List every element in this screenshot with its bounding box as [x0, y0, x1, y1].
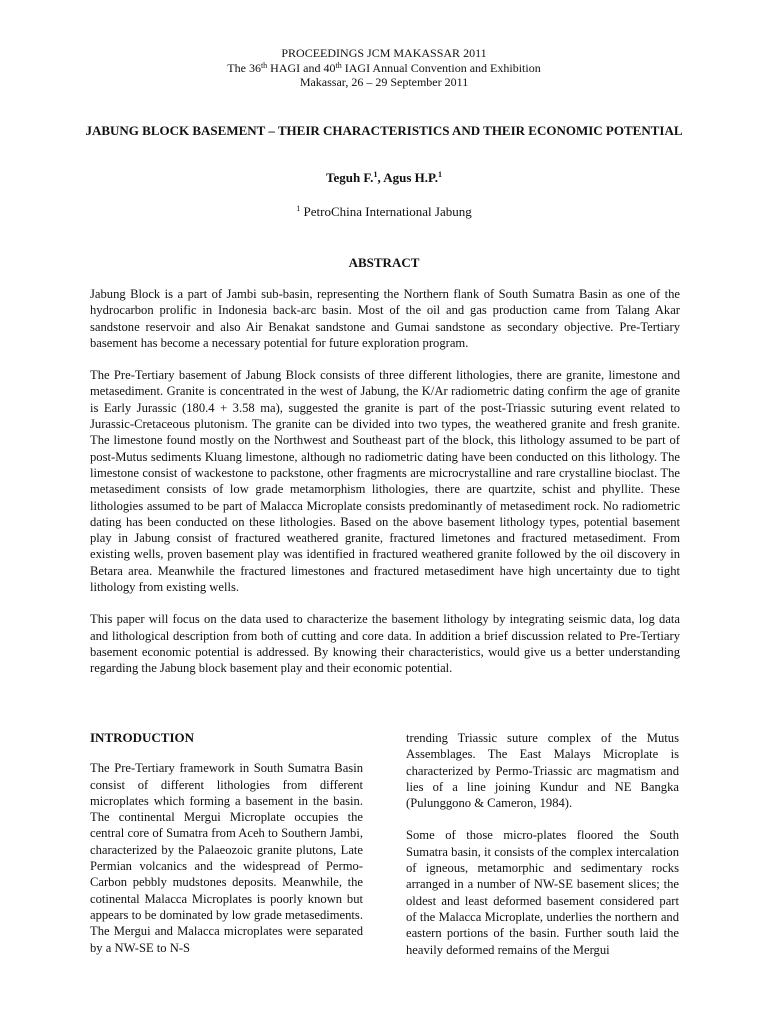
- authors: [0, 170, 768, 186]
- abstract-paragraph: Jabung Block is a part of Jambi sub-basin, representing the Northern flank of South Sumatra Basin as one of the hydrocarbon prolific in Indonesia back-arc basin. Most of the oil and gas production came from Talang Akar sandstone reservoir and also Air Benakat sandstone and Gumai sandstone as secondary objective. Pre-Tertiary basement has become a necessary potential for future exploration program.: [90, 287, 680, 350]
- convention-text-c: IAGI Annual Convention and Exhibition: [341, 60, 541, 75]
- abstract-paragraph: The Pre-Tertiary basement of Jabung Block consists of three different lithologies, there are granite, limestone and metasediment. Granite is concentrated in the west of Jabung, the K/Ar radiometric dating confirm the age of granite is Early Jurassic (180.4 + 3.58 ma), suggested the granite is part of the post-Triassic suturing event related to Jurassic-Cretaceous plutonism. The granite can be divided into two types, the weathered granite and fresh granite. The limestone found mostly on the Northwest and Southeast part of the block, this lithology assumed to be part of post-Mutus sediments Kluang limestone, although no radiometric dating have been conducted on this lithology. The limestone consist of wackestone to packstone, other fragments are microcrystalline and rare crystalline bioclast. The metasediment consists of low grade metamorphism lithologies, there are quartzite, schist and phyllite. These lithologies assumed to be part of Malacca Microplate consists predominantly of metasediment rock. No radiometric dating has been conducted on these lithologies. Based on the above basement lithology types, potential basement play in Jabung consist of fractured weathered granite, fractured limetones and fractured metasediment. From existing wells, proven basement play was identified in fractured weathered granite followed by the oil discovery in Betara area. Meanwhile the fractured limestones and fractured metasediment have high uncertainty due to tight lithology from existing wells.: [90, 368, 680, 595]
- author-2: Agus H.P.: [383, 170, 439, 185]
- convention-sup-b: th: [335, 60, 342, 70]
- intro-paragraph: Some of those micro-plates floored the South Sumatra basin, it consists of the complex intercalation of igneous, metamorphic and sedimentary rocks arranged in a number of NW-SE basement slices; the oldest and least deformed basement considered part of the Malacca Microplate, underlies the northern and eastern portions of the basin. Further south laid the heavily deformed remains of the Mergui: [406, 828, 679, 957]
- author-1-affil-sup: 1: [373, 170, 378, 179]
- convention-text-b: HAGI and 40: [267, 60, 336, 75]
- author-separator: ,: [377, 170, 384, 185]
- introduction-heading: INTRODUCTION: [90, 730, 195, 745]
- proceedings-title: PROCEEDINGS JCM MAKASSAR 2011: [281, 46, 487, 60]
- abstract-paragraph: This paper will focus on the data used to characterize the basement lithology by integrating seismic data, log data and lithological description from both of cutting and core data. In addition a brief discussion related to Pre-Tertiary basement economic potential is addressed. By knowing their characteristics, would give us a better understanding regarding the Jabung block basement play and their economic potential.: [90, 612, 680, 676]
- author-1: Teguh F.: [325, 170, 374, 185]
- right-column: [406, 730, 679, 974]
- abstract-body: [90, 286, 680, 693]
- venue-date: Makassar, 26 – 29 September 2011: [299, 75, 469, 89]
- affiliation: [0, 204, 768, 220]
- author-2-affil-sup: 1: [438, 170, 443, 179]
- abstract-heading: ABSTRACT: [348, 255, 420, 270]
- affiliation-name: PetroChina International Jabung: [303, 204, 472, 219]
- paper-title: JABUNG BLOCK BASEMENT – THEIR CHARACTERISTICS AND THEIR ECONOMIC POTENTIAL: [85, 123, 683, 138]
- proceedings-header: [0, 46, 768, 90]
- intro-paragraph: The Pre-Tertiary framework in South Sumatra Basin consist of different lithologies from different microplates which forming a basement in the basin. The continental Mergui Microplate occupies the central core of Sumatra from Aceh to Southern Jambi, characterized by the Palaeozoic granite plutons, Late Permian volcanics and the widespread of Permo-Carbon pebbly mudstones deposits. Meanwhile, the cotinental Malacca Microplates is poorly known but appears to be dominated by low grade metasediments. The Mergui and Malacca microplates were separated by a NW-SE to N-S: [90, 761, 363, 955]
- convention-text-a: The 36: [227, 60, 261, 75]
- convention-line: [0, 61, 768, 76]
- intro-paragraph: trending Triassic suture complex of the Mutus Assemblages. The East Malays Microplate is characterized by Permo-Triassic arc magmatism and lies of a line joining Kundur and NE Bangka (Pulunggono & Cameron, 1984).: [406, 731, 679, 811]
- convention-sup-a: th: [260, 60, 268, 70]
- left-column: [90, 730, 363, 972]
- affiliation-sup: 1: [296, 204, 301, 213]
